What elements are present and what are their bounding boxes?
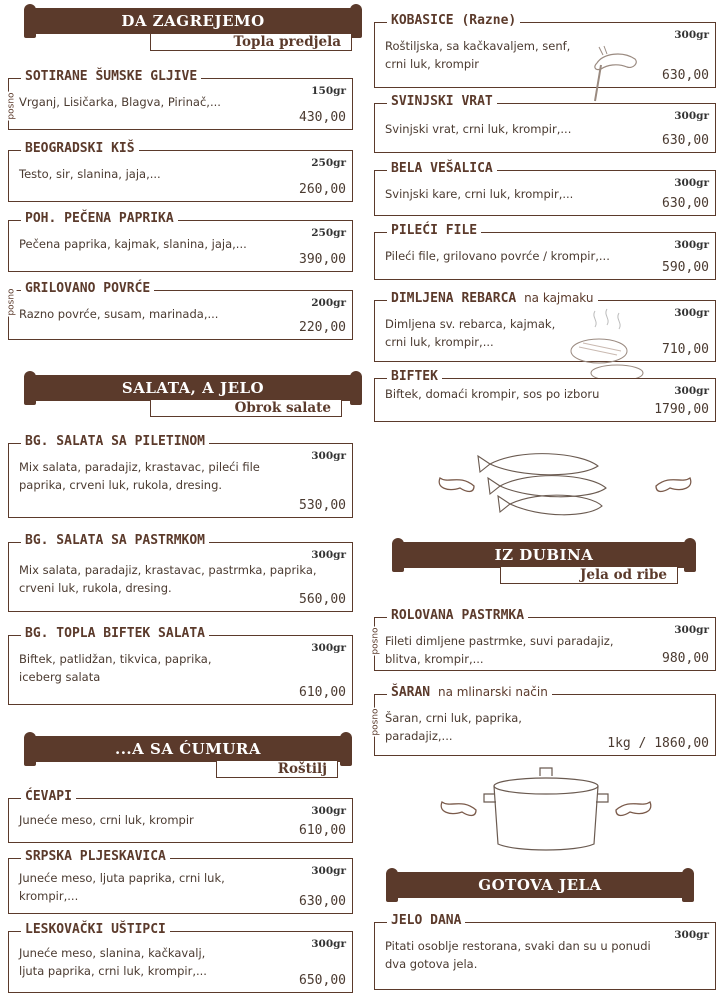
menu-item-sotirane [6, 69, 353, 130]
item-price: 390,00 [299, 252, 346, 267]
item-name: ĆEVAPI [21, 789, 76, 804]
item-price: 610,00 [299, 685, 346, 700]
item-price: 650,00 [299, 973, 346, 988]
item-weight: 300gr [674, 110, 709, 122]
posno-badge: posno [370, 708, 381, 736]
cooking-pot-icon [436, 764, 656, 854]
item-weight: 250gr [311, 157, 346, 169]
item-price: 1kg / 1860,00 [607, 736, 709, 751]
item-weight: 150gr [311, 85, 346, 97]
item-description: Razno povrće, susam, marinada,... [19, 307, 219, 321]
item-name: LESKOVAČKI UŠTIPCI [21, 922, 170, 937]
item-description: Svinjski vrat, crni luk, krompir,... [385, 122, 572, 136]
section-subtitle: Topla predjela [150, 33, 352, 51]
menu-item-cevapi [8, 789, 353, 843]
item-description: Pileći file, grilovano povrće / krompir,... [385, 249, 610, 263]
menu-item-rebarca [374, 291, 716, 362]
item-description: Fileti dimljene pastrmke, suvi paradajiz, blitva, krompir,... [385, 634, 614, 666]
posno-badge: posno [6, 288, 17, 316]
menu-item-sal-piletina [8, 434, 353, 518]
menu-item-ustipci [8, 922, 353, 993]
item-name: PILEĆI FILE [387, 223, 481, 238]
menu-item-paprika [8, 211, 353, 272]
section-title: ...A SA ĆUMURA [30, 736, 346, 762]
item-description: Pitati osoblje restorana, svaki dan su u ponudi dva gotova jela. [385, 939, 651, 971]
item-description: Mix salata, paradajiz, krastavac, pileći file paprika, crveni luk, rukola, dresing. [19, 460, 260, 492]
item-price: 220,00 [299, 320, 346, 335]
item-name: SRPSKA PLJESKAVICA [21, 849, 170, 864]
menu-item-kobasice [374, 13, 716, 88]
item-description: Testo, sir, slanina, jaja,... [19, 167, 161, 181]
item-description: Juneće meso, crni luk, krompir [19, 813, 194, 827]
item-price: 630,00 [662, 133, 709, 148]
section-subtitle: Jela od ribe [500, 566, 678, 584]
item-price: 630,00 [299, 894, 346, 909]
item-price: 590,00 [662, 260, 709, 275]
item-description: Pečena paprika, kajmak, slanina, jaja,... [19, 237, 247, 251]
item-price: 980,00 [662, 651, 709, 666]
item-weight: 300gr [311, 642, 346, 654]
item-name: ŠARAN na mlinarski način [387, 685, 552, 700]
item-description: Juneće meso, slanina, kačkavalj, ljuta paprika, crni luk, krompir,... [19, 946, 207, 978]
menu-item-pastrmka [370, 608, 716, 671]
item-description: Vrganj, Lisičarka, Blagva, Pirinač,... [19, 95, 221, 109]
menu-item-vesalica [374, 161, 716, 216]
item-weight: 300gr [311, 865, 346, 877]
item-name: BG. TOPLA BIFTEK SALATA [21, 626, 209, 641]
section-title: SALATA, A JELO [30, 375, 356, 401]
item-description: Mix salata, paradajiz, krastavac, pastrmka, paprika, crveni luk, rukola, dresing. [19, 563, 317, 595]
item-price: 260,00 [299, 182, 346, 197]
item-weight: 300gr [311, 450, 346, 462]
item-weight: 300gr [674, 239, 709, 251]
menu-item-sal-biftek [8, 626, 353, 705]
item-name: BG. SALATA SA PILETINOM [21, 434, 209, 449]
menu-item-pljeskavica [8, 849, 353, 914]
item-weight: 300gr [674, 624, 709, 636]
section-title: IZ DUBINA [398, 542, 690, 568]
section-subtitle: Obrok salate [150, 399, 342, 417]
menu-item-pileci [374, 223, 716, 280]
menu-item-kis [8, 141, 353, 202]
section-title: GOTOVA JELA [392, 872, 688, 898]
item-name: ROLOVANA PASTRMKA [387, 608, 528, 623]
menu-item-biftek [374, 369, 716, 422]
item-name: BIFTEK [387, 369, 442, 384]
section-subtitle: Roštilj [216, 760, 338, 778]
item-name: JELO DANA [387, 913, 465, 928]
sausage-fork-icon [583, 43, 643, 105]
item-weight: 300gr [311, 938, 346, 950]
item-description: Biftek, domaći krompir, sos po izboru [385, 387, 600, 401]
item-weight: 300gr [311, 549, 346, 561]
item-weight: 300gr [674, 385, 709, 397]
item-weight: 300gr [674, 929, 709, 941]
section-title: DA ZAGREJEMO [30, 8, 356, 34]
item-price: 710,00 [662, 342, 709, 357]
item-price: 630,00 [662, 196, 709, 211]
item-name: BELA VEŠALICA [387, 161, 497, 176]
item-price: 560,00 [299, 592, 346, 607]
fish-illustration-icon [430, 438, 700, 528]
item-description: Dimljena sv. rebarca, kajmak, crni luk, krompir,... [385, 317, 556, 349]
item-weight: 300gr [674, 307, 709, 319]
item-weight: 250gr [311, 227, 346, 239]
item-price: 430,00 [299, 110, 346, 125]
item-description: Šaran, crni luk, paprika, paradajiz,... [385, 711, 522, 743]
item-name: BG. SALATA SA PASTRMKOM [21, 533, 209, 548]
menu-item-saran [370, 685, 716, 756]
item-name: BEOGRADSKI KIŠ [21, 141, 139, 156]
item-weight: 300gr [674, 29, 709, 41]
item-weight: 300gr [311, 805, 346, 817]
menu-item-jelo-dana [374, 913, 716, 990]
item-weight: 300gr [674, 177, 709, 189]
item-description: Juneće meso, ljuta paprika, crni luk, krompir,... [19, 871, 225, 903]
menu-item-povrce [6, 281, 353, 340]
item-price: 630,00 [662, 68, 709, 83]
grilled-steak-icon [565, 307, 655, 387]
item-name: GRILOVANO POVRĆE [21, 281, 154, 296]
item-description: Biftek, patlidžan, tikvica, paprika, iceberg salata [19, 652, 212, 684]
item-name: KOBASICE (Razne) [387, 13, 520, 28]
item-weight: 200gr [311, 297, 346, 309]
item-name: POH. PEČENA PAPRIKA [21, 211, 178, 226]
item-price: 1790,00 [654, 402, 709, 417]
posno-badge: posno [370, 627, 381, 655]
item-description: Roštiljska, sa kačkavaljem, senf, crni luk, krompir [385, 39, 571, 71]
posno-badge: posno [6, 92, 17, 120]
item-description: Svinjski kare, crni luk, krompir,... [385, 187, 574, 201]
menu-item-vrat [374, 94, 716, 153]
item-name: SVINJSKI VRAT [387, 94, 497, 109]
menu-item-sal-pastrmka [8, 533, 353, 612]
item-name: DIMLJENA REBARCA na kajmaku [387, 291, 598, 306]
item-price: 530,00 [299, 498, 346, 513]
item-name: SOTIRANE ŠUMSKE GLJIVE [21, 69, 201, 84]
item-price: 610,00 [299, 823, 346, 838]
